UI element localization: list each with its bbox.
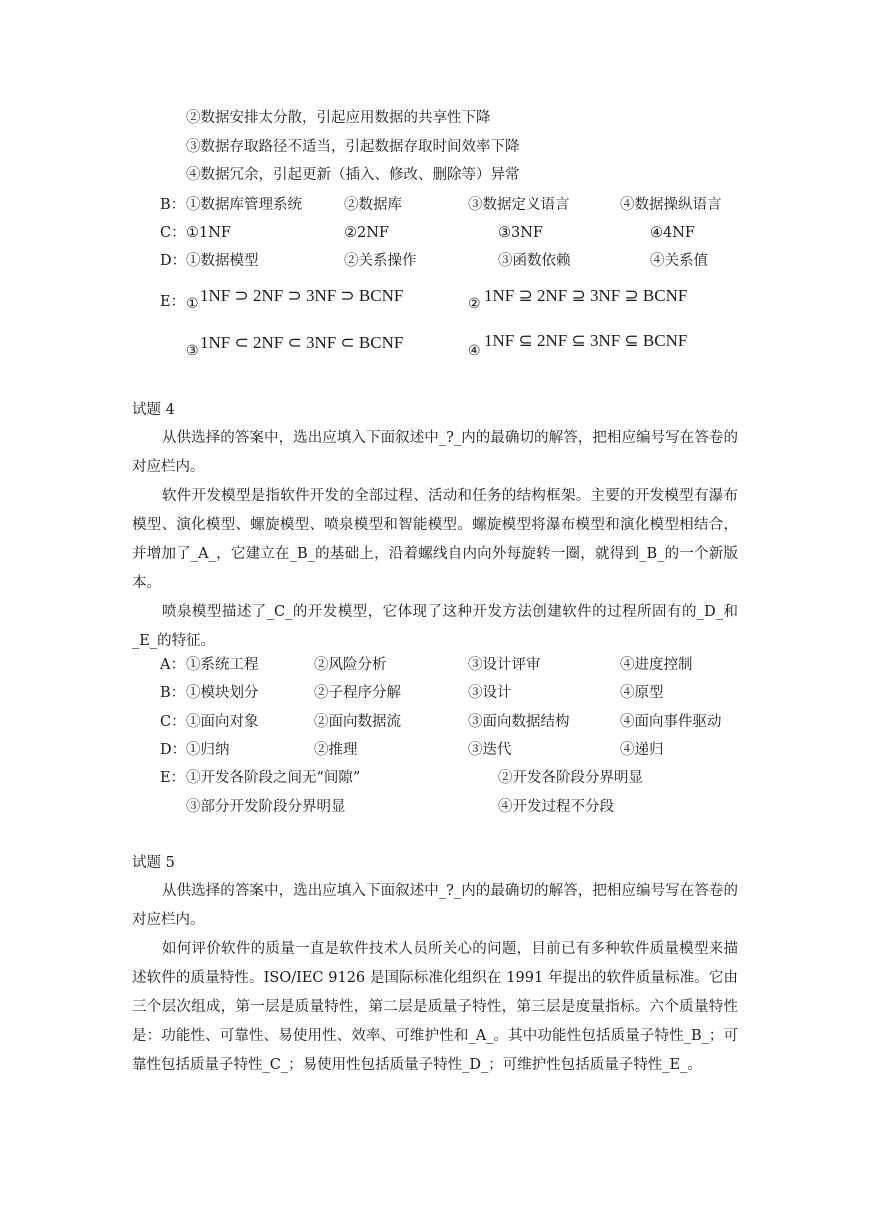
option-item: ③设计 — [468, 685, 512, 701]
option-item: ①模块划分 — [186, 685, 259, 701]
option-label: A： — [160, 657, 185, 673]
option-item: ①归纳 — [186, 742, 230, 758]
formula-text: 1NF ⊂ 2NF ⊂ 3NF ⊂ BCNF — [200, 333, 404, 352]
option-item: ④递归 — [620, 742, 664, 758]
option-item: ④进度控制 — [620, 657, 693, 673]
option-item: ④开发过程不分段 — [498, 799, 614, 815]
option-line: ②数据安排太分散，引起应用数据的共享性下降 — [186, 110, 491, 126]
option-label: D： — [160, 253, 187, 269]
option-label: B： — [160, 197, 186, 213]
option-label: C： — [160, 714, 186, 730]
option-item: ④4NF — [650, 225, 695, 241]
question-paragraph: 喷泉模型描述了_C_的开发模型，它体现了这种开发方法创建软件的过程所固有的_D_和_E_的特征。 — [132, 604, 738, 649]
option-item: ④关系值 — [650, 253, 708, 269]
question-instruction: 从供选择的答案中，选出应填入下面叙述中_?_内的最确切的解答，把相应编号写在答卷的对应栏内。 — [132, 430, 738, 475]
option-item: ④数据操纵语言 — [620, 197, 722, 213]
option-item: ②2NF — [344, 225, 389, 241]
option-item: ③函数依赖 — [498, 253, 571, 269]
option-item: ④原型 — [620, 685, 664, 701]
option-item: ①数据库管理系统 — [186, 197, 302, 213]
option-line: ③数据存取路径不适当，引起数据存取时间效率下降 — [186, 139, 520, 155]
option-label: E： — [160, 770, 186, 786]
option-item: ①1NF — [186, 225, 231, 241]
option-label: D： — [160, 742, 187, 758]
formula-text: 1NF ⊇ 2NF ⊇ 3NF ⊇ BCNF — [484, 286, 688, 305]
option-item: ③迭代 — [468, 742, 512, 758]
option-item: ③数据定义语言 — [468, 197, 570, 213]
formula-text: 1NF ⊃ 2NF ⊃ 3NF ⊃ BCNF — [200, 286, 404, 305]
option-item: ②关系操作 — [344, 253, 417, 269]
option-item: ②面向数据流 — [314, 714, 401, 730]
option-item: ③3NF — [498, 225, 543, 241]
question-paragraph: 如何评价软件的质量一直是软件技术人员所关心的问题，目前已有多种软件质量模型来描述软件的质量特性。ISO/IEC 9126 是国际标准化组织在 1991 年提出的软件质量标准。它由三个层次组成，第一层是质量特性，第二层是质量子特性，第三层是度量指标。六个质量特性是：功能性、可靠性、易使用性、效率、可维护性和_A_。其中功能性包括质量子特性_B_；可靠性包括质量子特性_C_；易使用性包括质量子特性_D_；可维护性包括质量子特性_E_。 — [132, 941, 738, 1073]
question-paragraph: 软件开发模型是指软件开发的全部过程、活动和任务的结构框架。主要的开发模型有瀑布模型、演化模型、螺旋模型、喷泉模型和智能模型。螺旋模型将瀑布模型和演化模型相结合，并增加了_A_，它建立在_B_的基础上，沿着螺线自内向外每旋转一圈，就得到_B_的一个新版本。 — [132, 488, 738, 591]
option-item: ③面向数据结构 — [468, 714, 570, 730]
option-label: E： — [160, 294, 186, 310]
question-instruction: 从供选择的答案中，选出应填入下面叙述中_?_内的最确切的解答，把相应编号写在答卷的对应栏内。 — [132, 883, 738, 928]
option-item: ④面向事件驱动 — [620, 714, 722, 730]
option-item: ②子程序分解 — [314, 685, 401, 701]
option-item: ②风险分析 — [314, 657, 387, 673]
option-label: C： — [160, 225, 186, 241]
option-number: ② — [468, 296, 481, 312]
option-number: ③ — [186, 343, 199, 359]
option-item: ②推理 — [314, 742, 358, 758]
option-item: ①开发各阶段之间无“间隙” — [186, 770, 361, 786]
option-item: ②数据库 — [344, 197, 402, 213]
option-item: ③部分开发阶段分界明显 — [186, 799, 346, 815]
option-item: ①数据模型 — [186, 253, 259, 269]
question-title: 试题 5 — [132, 855, 175, 871]
option-label: B： — [160, 685, 186, 701]
option-number: ④ — [468, 343, 481, 359]
option-line: ④数据冗余，引起更新（插入、修改、删除等）异常 — [186, 167, 520, 183]
option-number: ① — [186, 296, 199, 312]
option-item: ①系统工程 — [186, 657, 259, 673]
option-item: ①面向对象 — [186, 714, 259, 730]
option-item: ③设计评审 — [468, 657, 541, 673]
question-title: 试题 4 — [132, 402, 175, 418]
option-item: ②开发各阶段分界明显 — [498, 770, 643, 786]
formula-text: 1NF ⊆ 2NF ⊆ 3NF ⊆ BCNF — [484, 331, 688, 350]
